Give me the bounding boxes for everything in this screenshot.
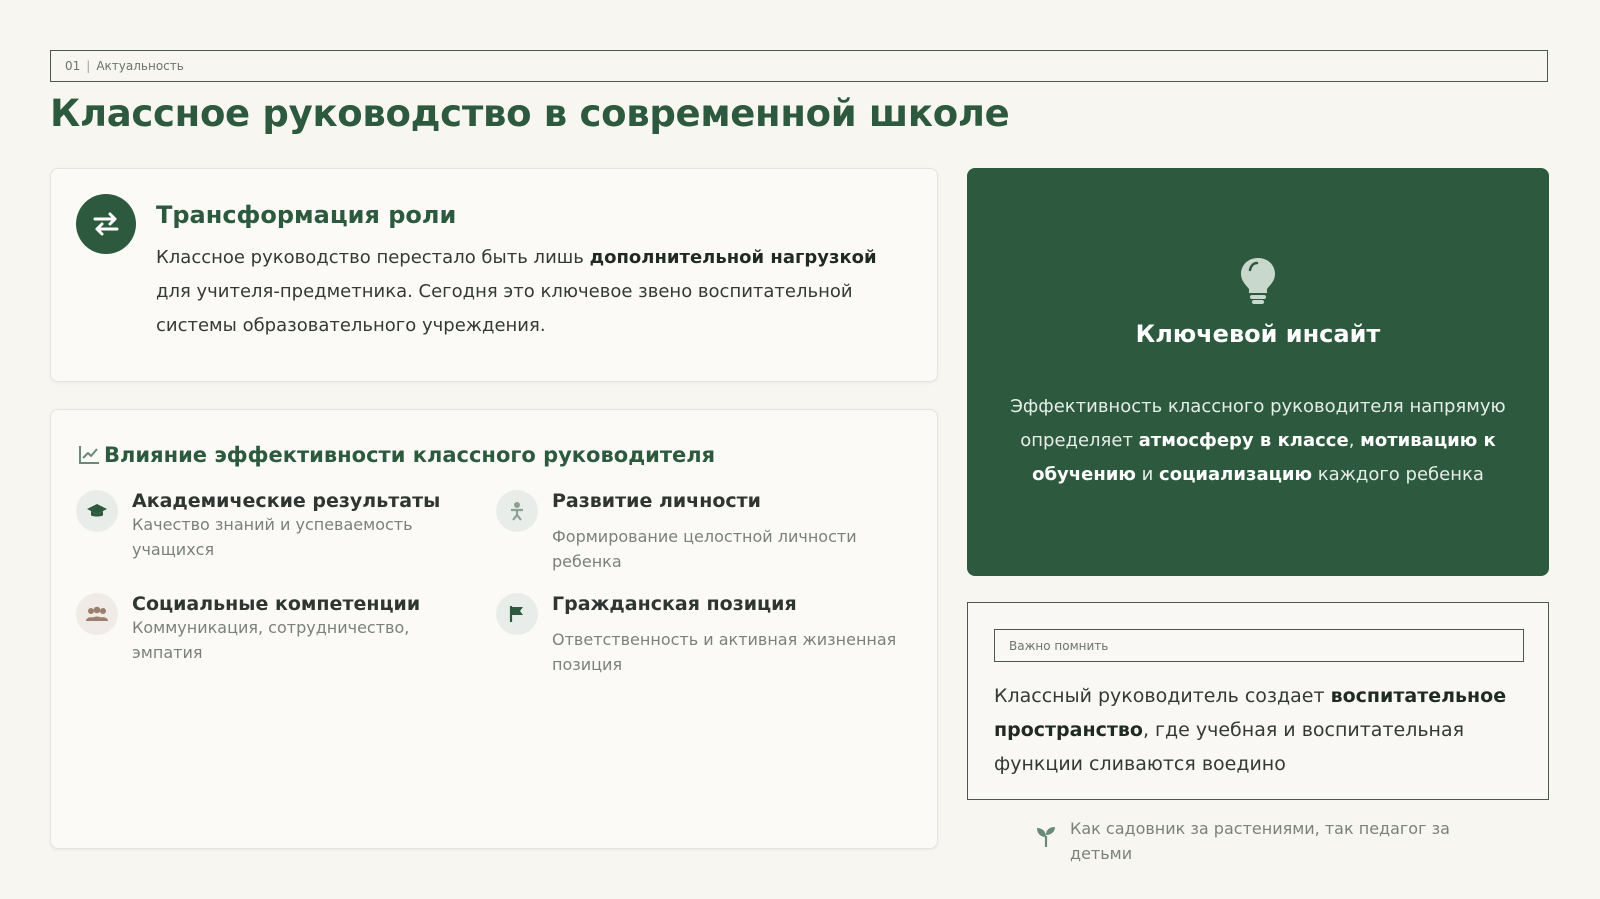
insight-card [967,168,1549,576]
impact-header [78,443,715,467]
section-number: 01 [65,59,81,73]
impact-item-title: Академические результаты [132,490,441,512]
impact-item-desc: Коммуникация, сотрудничество, эмпатия [132,618,410,662]
chart-line-icon [78,445,100,465]
remember-card [967,602,1549,800]
insight-title: Ключевой инсайт [1135,320,1381,348]
impact-item-desc: Ответственность и активная жизненная позиция [552,630,897,674]
people-group-icon [76,593,118,635]
remember-label: Важно помнить [994,629,1524,662]
impact-item-title: Социальные компетенции [132,593,421,615]
role-title: Трансформация роли [156,201,457,229]
section-label: Актуальность [96,59,184,73]
section-tag [50,50,1548,82]
quote-text: Как садовник за растениями, так педагог за детьми [1070,819,1450,863]
arrows-exchange-icon [76,194,136,254]
lightbulb-icon [1238,256,1278,310]
insight-text: Эффективность классного руководителя напрямую определяет атмосферу в классе, мотивацию к обучению и социализацию каждого ребенка [1010,396,1506,485]
impact-item-desc: Качество знаний и успеваемость учащихся [132,515,413,559]
impact-card [50,409,938,849]
flag-icon [496,593,538,635]
impact-item-title: Гражданская позиция [552,593,797,615]
person-growth-icon [496,490,538,532]
impact-item-title: Развитие личности [552,490,761,512]
remember-text: Классный руководитель создает воспитательное пространство, где учебная и воспитательная функции сливаются воедино [994,685,1507,775]
impact-item-desc: Формирование целостной личности ребенка [552,527,857,571]
sprout-icon [1036,826,1056,848]
page-title: Классное руководство в современной школе [50,92,1010,135]
section-separator: | [86,59,91,73]
impact-title: Влияние эффективности классного руководителя [104,443,716,467]
role-text: Классное руководство перестало быть лишь дополнительной нагрузкой для учителя-предметника. Сегодня это ключевое звено воспитательной системы образовательного учреждения. [156,247,877,336]
graduation-cap-icon [76,490,118,532]
quote [1036,816,1470,866]
role-card [50,168,938,382]
